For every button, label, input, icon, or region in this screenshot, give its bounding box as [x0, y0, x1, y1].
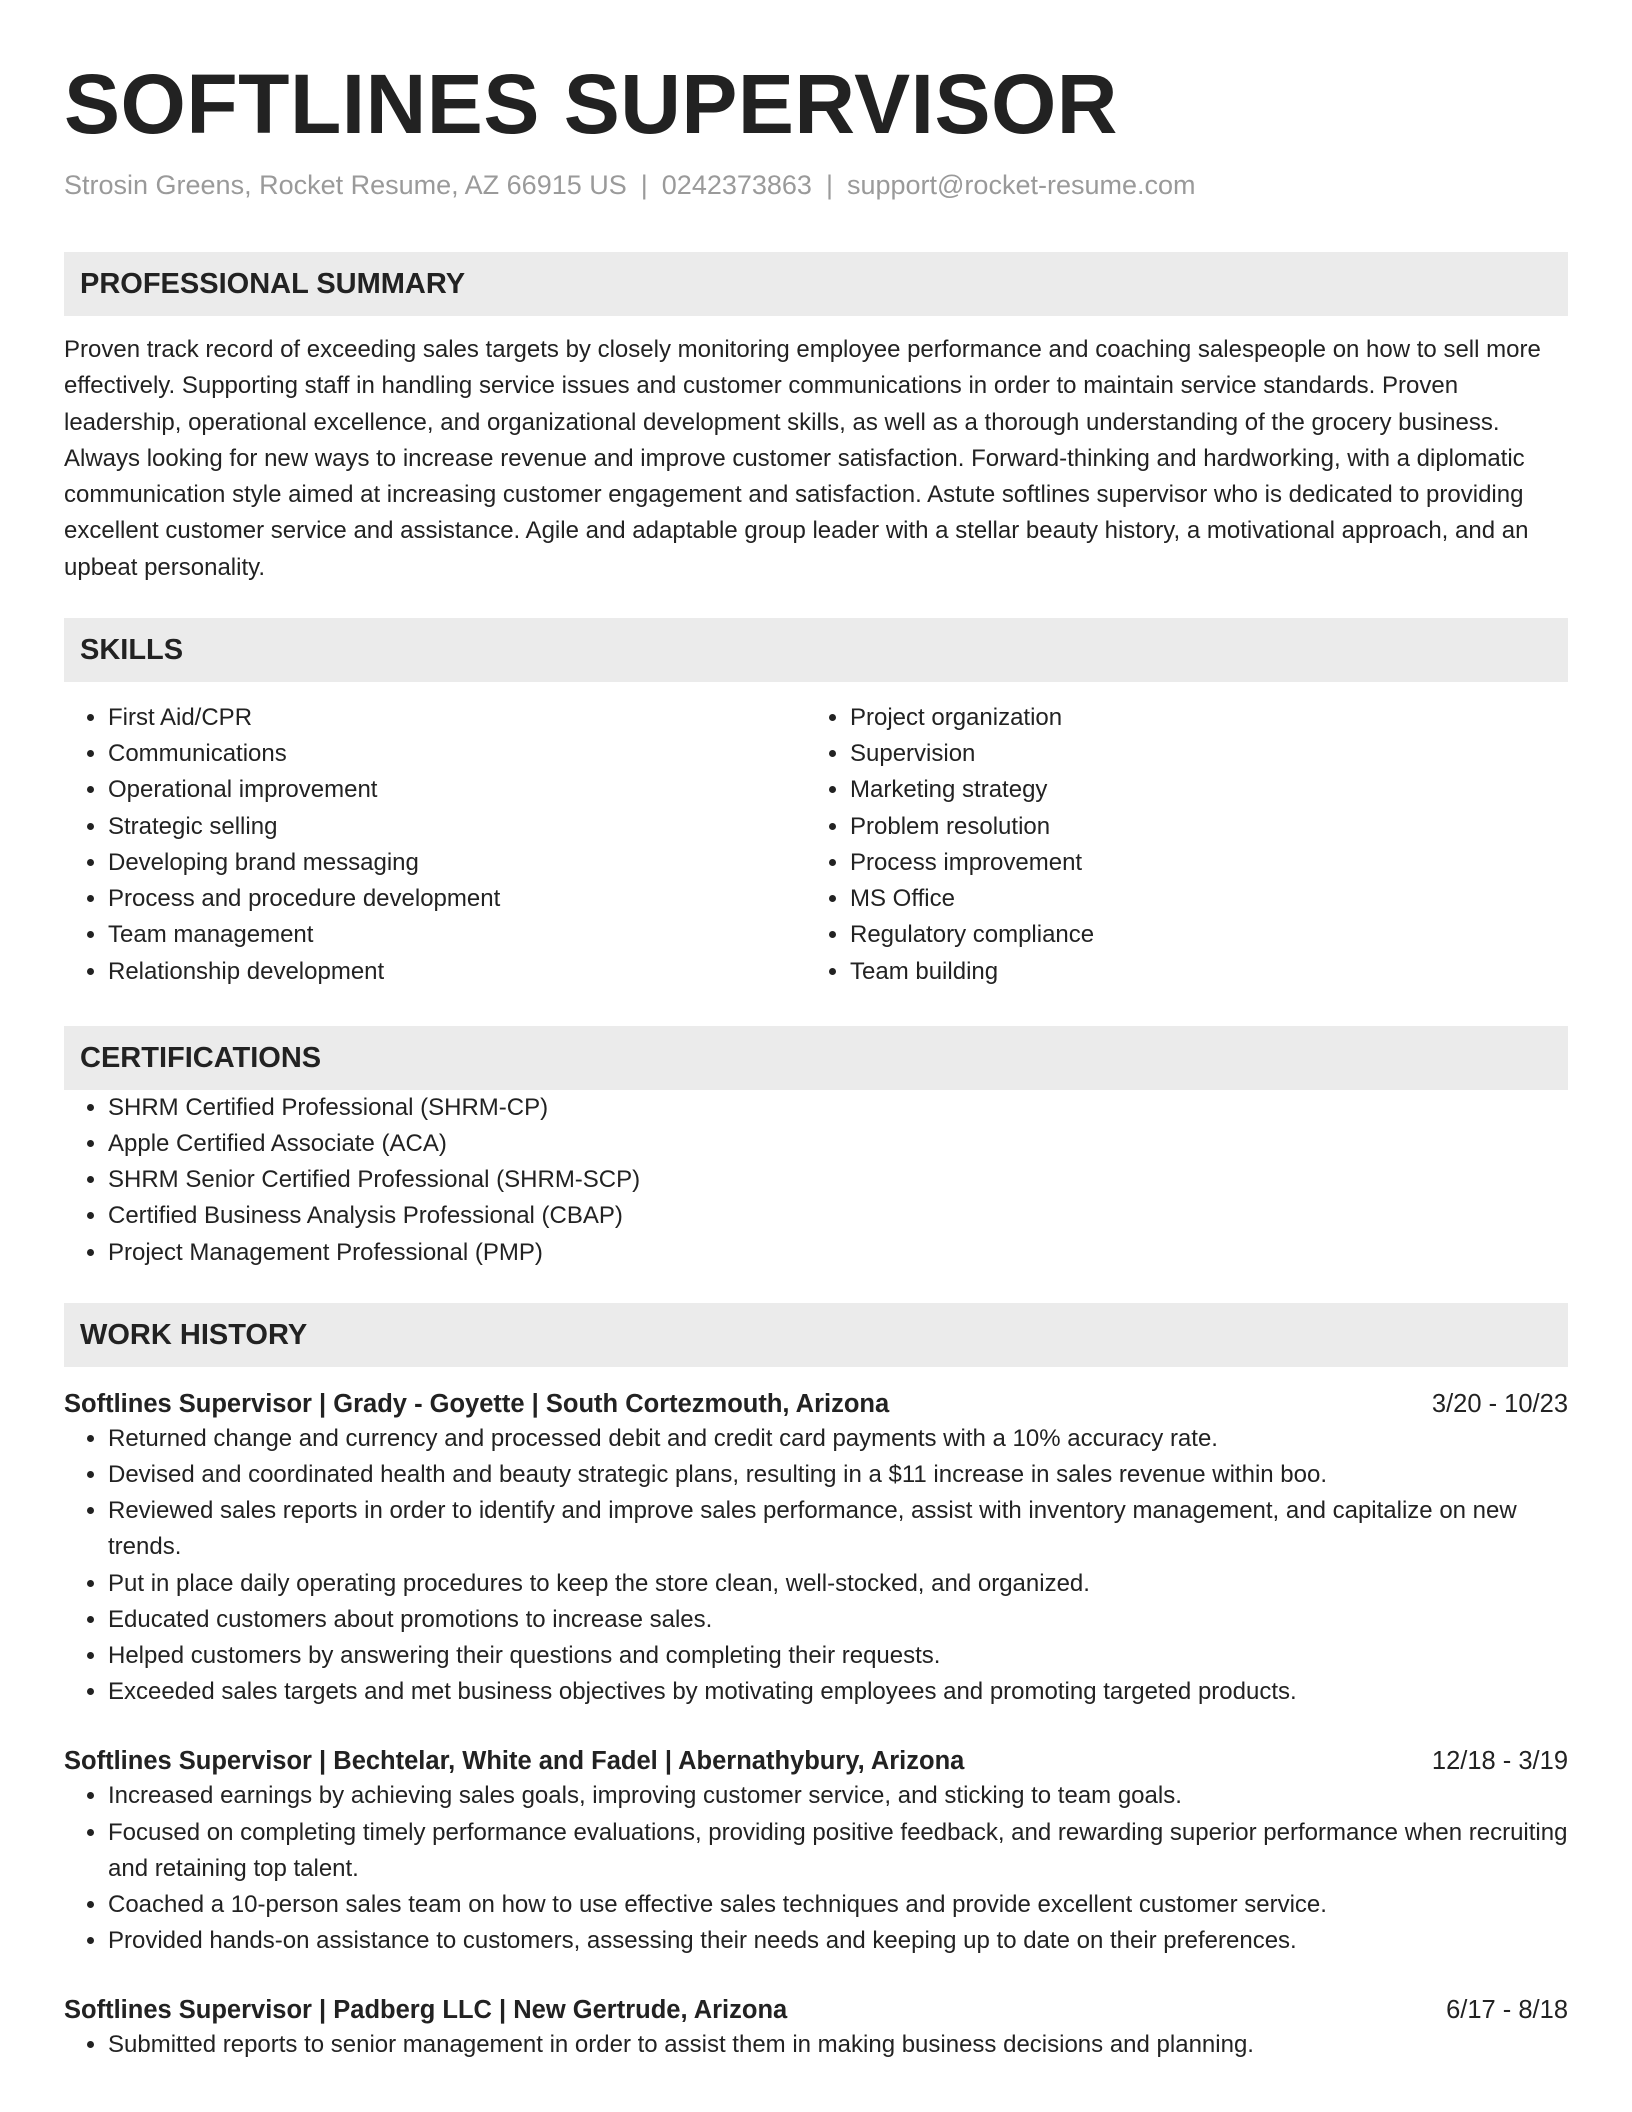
contact-email: support@rocket-resume.com [846, 170, 1196, 200]
certification-item: • Project Management Professional (PMP) [108, 1235, 1568, 1271]
job-bullet: • Returned change and currency and processed debit and credit card payments with a 10% accuracy rate. [108, 1421, 1568, 1457]
skill-item: • Operational improvement [108, 772, 806, 808]
job-dates: 12/18 - 3/19 [1431, 1747, 1568, 1776]
job-bullet: • Coached a 10-person sales team on how to use effective sales techniques and provide excellent customer service. [108, 1887, 1568, 1923]
skills-list-right [806, 700, 1548, 990]
job-bullet: • Focused on completing timely performance evaluations, providing positive feedback, and rewarding superior performance when recruiting and retaining top talent. [108, 1815, 1568, 1887]
job-header [64, 1744, 1568, 1778]
certifications-list [64, 1090, 1568, 1271]
skills-heading: SKILLS [64, 618, 1568, 682]
certifications-heading: CERTIFICATIONS [64, 1026, 1568, 1090]
job-title: Softlines Supervisor | Bechtelar, White and Fadel | Abernathybury, Arizona [64, 1747, 965, 1776]
job-title: Softlines Supervisor | Grady - Goyette | South Cortezmouth, Arizona [64, 1389, 890, 1418]
work-history-heading: WORK HISTORY [64, 1303, 1568, 1367]
contact-separator: | [640, 170, 648, 200]
job-bullet: • Exceeded sales targets and met business objectives by motivating employees and promoting targeted products. [108, 1674, 1568, 1710]
skill-item: • Process improvement [850, 845, 1548, 881]
job-bullet: • Devised and coordinated health and beauty strategic plans, resulting in a $11 increase in sales revenue within boo. [108, 1457, 1568, 1493]
skill-item: • Team management [108, 917, 806, 953]
job-bullet: • Put in place daily operating procedures to keep the store clean, well-stocked, and organized. [108, 1566, 1568, 1602]
skills-list-left [64, 700, 806, 990]
skill-item: • Strategic selling [108, 809, 806, 845]
job-bullet: • Submitted reports to senior management in order to assist them in making business decisions and planning. [108, 2027, 1568, 2063]
contact-line [64, 168, 1568, 202]
skill-item: • Regulatory compliance [850, 917, 1548, 953]
job-bullets [64, 1778, 1568, 1959]
certification-item: • SHRM Certified Professional (SHRM-CP) [108, 1090, 1568, 1126]
skills-column-left [64, 700, 806, 990]
certification-item: • Apple Certified Associate (ACA) [108, 1126, 1568, 1162]
job-dates: 6/17 - 8/18 [1446, 1996, 1568, 2025]
certification-item: • SHRM Senior Certified Professional (SHRM-SCP) [108, 1162, 1568, 1198]
contact-address: Strosin Greens, Rocket Resume, AZ 66915 US [64, 170, 627, 200]
resume-title: SOFTLINES SUPERVISOR [64, 57, 1118, 151]
skill-item: • Communications [108, 736, 806, 772]
skill-item: • Supervision [850, 736, 1548, 772]
summary-heading: PROFESSIONAL SUMMARY [64, 252, 1568, 316]
skill-item: • Developing brand messaging [108, 845, 806, 881]
job-bullets [64, 2027, 1568, 2063]
skill-item: • Relationship development [108, 954, 806, 990]
job-header [64, 1387, 1568, 1421]
job-header [64, 1993, 1568, 2027]
skill-item: • Process and procedure development [108, 881, 806, 917]
skill-item: • Project organization [850, 700, 1548, 736]
skill-item: • Problem resolution [850, 809, 1548, 845]
job-bullet: • Educated customers about promotions to increase sales. [108, 1602, 1568, 1638]
skills-grid [64, 700, 1568, 990]
job-title: Softlines Supervisor | Padberg LLC | New Gertrude, Arizona [64, 1996, 788, 2025]
job-bullet: • Provided hands-on assistance to customers, assessing their needs and keeping up to date on their preferences. [108, 1923, 1568, 1959]
job-bullet: • Increased earnings by achieving sales goals, improving customer service, and sticking to team goals. [108, 1778, 1568, 1814]
contact-separator: | [825, 170, 833, 200]
job-bullets [64, 1421, 1568, 1711]
skill-item: • Team building [850, 954, 1548, 990]
skills-column-right [806, 700, 1548, 990]
skill-item: • Marketing strategy [850, 772, 1548, 808]
skill-item: • First Aid/CPR [108, 700, 806, 736]
job-bullet: • Helped customers by answering their questions and completing their requests. [108, 1638, 1568, 1674]
resume-page [64, 0, 1568, 2064]
skill-item: • MS Office [850, 881, 1548, 917]
contact-phone: 0242373863 [661, 170, 812, 200]
job-bullet: • Reviewed sales reports in order to identify and improve sales performance, assist with inventory management, and capitalize on new trends. [108, 1493, 1568, 1565]
job-dates: 3/20 - 10/23 [1431, 1389, 1568, 1418]
certification-item: • Certified Business Analysis Professional (CBAP) [108, 1198, 1568, 1234]
summary-text: Proven track record of exceeding sales targets by closely monitoring employee performance and coaching salespeople on how to sell more effectively. Supporting staff in handling service issues and customer communications in order to maintain service standards. Proven leadership, operational excellence, and organizational development skills, as well as a thorough understanding of the grocery business. Always looking for new ways to increase revenue and improve customer satisfaction. Forward-thinking and hardworking, with a diplomatic communication style aimed at increasing customer engagement and satisfaction. Astute softlines supervisor who is dedicated to providing excellent customer service and assistance. Agile and adaptable group leader with a stellar beauty history, a motivational approach, and an upbeat personality. [64, 336, 1541, 581]
